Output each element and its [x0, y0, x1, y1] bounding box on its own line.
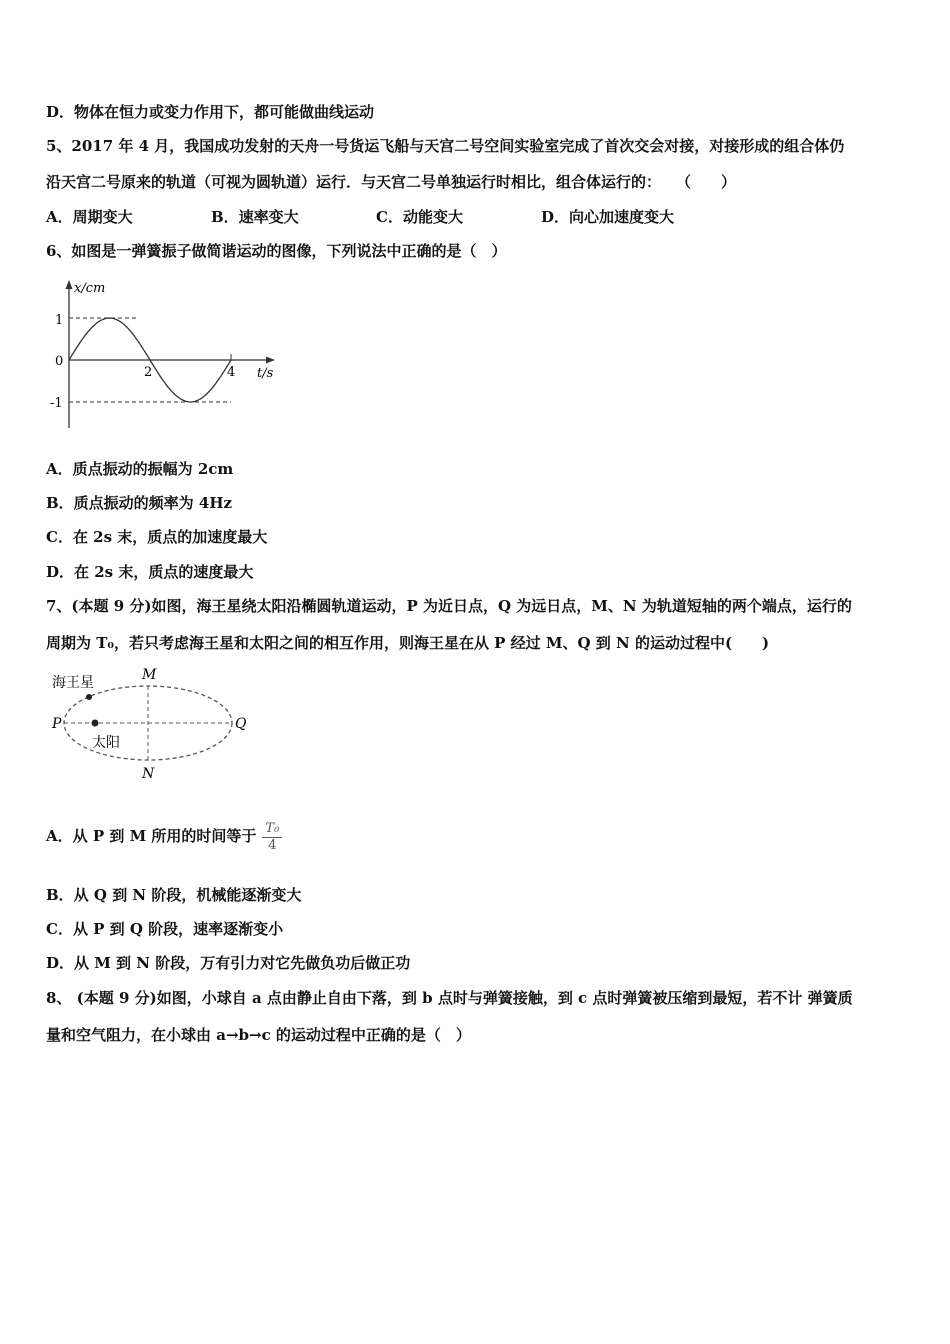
sun-dot	[92, 720, 99, 727]
fraction-numerator: T₀	[262, 821, 282, 838]
y-tick-0: 0	[55, 354, 64, 369]
q7-option-c: C．从 P 到 Q 阶段，速率逐渐变小	[46, 920, 284, 938]
q7-orbit-figure	[46, 662, 266, 784]
t0-over-4-fraction	[262, 821, 282, 854]
q7-stem-line1: 7、(本题 9 分)如图，海王星绕太阳沿椭圆轨道运动，P 为近日点，Q 为远日点，M、N 为轨道短轴的两个端点，运行的	[46, 597, 852, 615]
q6-stem: 6、如图是一弹簧振子做简谐运动的图像，下列说法中正确的是（ ）	[46, 242, 507, 260]
q6-option-c: C．在 2s 末，质点的加速度最大	[46, 528, 268, 546]
point-q-label: Q	[235, 716, 247, 732]
q5-stem-line2: 沿天宫二号原来的轨道（可视为圆轨道）运行．与天宫二号单独运行时相比，组合体运行的： （ ）	[46, 173, 737, 191]
q7-option-a-text: A．从 P 到 M 所用的时间等于	[46, 827, 257, 845]
q6-shm-graph	[46, 276, 286, 436]
q7-stem-line2: 周期为 T₀，若只考虑海王星和太阳之间的相互作用，则海王星在从 P 经过 M、Q 到 N 的运动过程中( )	[46, 634, 770, 652]
x-axis-label: t/s	[257, 366, 274, 381]
x-axis-arrow	[266, 357, 275, 364]
y-tick-1: 1	[55, 313, 64, 328]
q7-option-a	[46, 816, 282, 856]
q5-stem-line1: 5、2017 年 4 月，我国成功发射的天舟一号货运飞船与天宫二号空间实验室完成了首次交会对接，对接形成的组合体仍	[46, 137, 845, 155]
sun-label: 太阳	[92, 735, 120, 751]
q6-option-d: D．在 2s 末，质点的速度最大	[46, 563, 254, 581]
q4-option-d: D．物体在恒力或变力作用下，都可能做曲线运动	[46, 103, 375, 121]
x-tick-2: 2	[144, 365, 153, 380]
q6-option-b: B．质点振动的频率为 4Hz	[46, 494, 233, 512]
q5-option-a: A．周期变大	[46, 208, 133, 226]
q5-option-c: C．动能变大	[376, 208, 463, 226]
point-n-label: N	[142, 766, 155, 782]
point-m-label: M	[142, 667, 157, 683]
planet-label: 海王星	[52, 675, 94, 691]
fraction-denominator: 4	[268, 837, 277, 853]
q7-option-b: B．从 Q 到 N 阶段，机械能逐渐变大	[46, 886, 302, 904]
x-tick-4: 4	[227, 365, 236, 380]
q7-option-d: D．从 M 到 N 阶段，万有引力对它先做负功后做正功	[46, 954, 411, 972]
y-tick-neg1: -1	[50, 396, 63, 411]
y-axis-label: x/cm	[74, 281, 106, 296]
q5-option-b: B．速率变大	[211, 208, 299, 226]
q8-stem-line2: 量和空气阻力，在小球由 a→b→c 的运动过程中正确的是（ ）	[46, 1026, 471, 1044]
y-axis-arrow	[66, 280, 73, 289]
q5-option-d: D．向心加速度变大	[541, 208, 675, 226]
q6-option-a: A．质点振动的振幅为 2cm	[46, 460, 234, 478]
q5-options	[46, 206, 674, 228]
q8-stem-line1: 8、 (本题 9 分)如图，小球自 a 点由静止自由下落，到 b 点时与弹簧接触，到 c 点时弹簧被压缩到最短，若不计 弹簧质	[46, 989, 853, 1007]
planet-dot	[86, 694, 92, 700]
point-p-label: P	[52, 716, 62, 732]
